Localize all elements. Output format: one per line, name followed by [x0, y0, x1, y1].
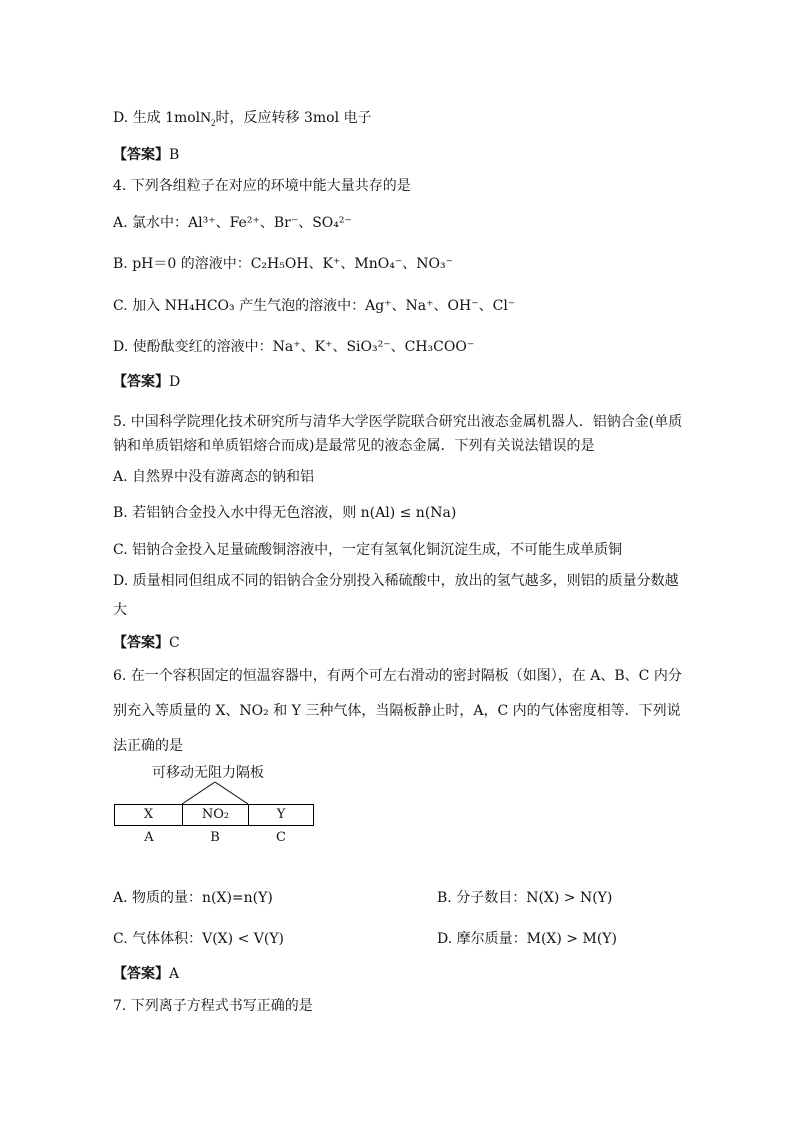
- partition-pointer-lines: [112, 760, 322, 810]
- q5-option-b: B. 若铝钠合金投入水中得无色溶液，则 n(Al) ≤ n(Na): [113, 505, 457, 521]
- container-cell-b: NO₂: [182, 804, 249, 826]
- q4-option-a: A. 氯水中：Al³⁺、Fe²⁺、Br⁻、SO₄²⁻: [113, 215, 352, 231]
- answer-value: A: [169, 966, 180, 982]
- q5-option-d-line2: 大: [113, 602, 127, 618]
- q6-option-a: A. 物质的量：n(X)=n(Y): [113, 890, 273, 906]
- container-cell-c: Y: [248, 804, 314, 826]
- q6-answer: [113, 964, 179, 984]
- q3-option-d: [113, 108, 372, 128]
- q5-stem-line2: 钠和单质铝熔和单质铝熔合而成)是最常见的液态金属．下列有关说法错误的是: [113, 438, 595, 454]
- q5-option-a: A. 自然界中没有游离态的钠和铝: [113, 469, 315, 485]
- answer-value: B: [169, 147, 180, 163]
- q4-answer: [113, 372, 180, 392]
- label-c: C: [276, 830, 286, 845]
- q5-option-d-line1: D. 质量相同但组成不同的铝钠合金分别投入稀硫酸中，放出的氢气越多，则铝的质量分数越: [113, 573, 679, 589]
- q6-option-d: D. 摩尔质量：M(X) > M(Y): [437, 931, 617, 947]
- q6-stem-line1: 6. 在一个容积固定的恒温容器中，有两个可左右滑动的密封隔板（如图），在 A、B、C 内分: [113, 668, 682, 684]
- answer-label: 【答案】: [113, 966, 169, 982]
- answer-label: 【答案】: [113, 374, 169, 390]
- q6-stem-line3: 法正确的是: [113, 738, 183, 754]
- answer-label: 【答案】: [113, 147, 169, 163]
- container-cell-a: X: [114, 804, 183, 826]
- q4-stem: 4. 下列各组粒子在对应的环境中能大量共存的是: [113, 178, 411, 194]
- q4-option-b: B. pH＝0 的溶液中：C₂H₅OH、K⁺、MnO₄⁻、NO₃⁻: [113, 256, 453, 272]
- q5-answer: [113, 633, 180, 653]
- partition-diagram: [112, 760, 322, 850]
- n2-formula: $N_2$: [200, 110, 216, 128]
- q6-option-b: B. 分子数目：N(X) > N(Y): [437, 890, 613, 906]
- q3-answer: [113, 145, 179, 165]
- q6-option-c: C. 气体体积：V(X) < V(Y): [113, 931, 285, 947]
- q3-option-d-text: D. 生成 1mol: [113, 110, 201, 126]
- answer-label: 【答案】: [113, 635, 169, 651]
- q4-option-d: D. 使酚酞变红的溶液中：Na⁺、K⁺、SiO₃²⁻、CH₃COO⁻: [113, 339, 475, 355]
- diagram-caption: 可移动无阻力隔板: [152, 765, 264, 781]
- q4-option-c: C. 加入 NH₄HCO₃ 产生气泡的溶液中：Ag⁺、Na⁺、OH⁻、Cl⁻: [113, 298, 516, 314]
- answer-value: C: [169, 635, 180, 651]
- q3-option-d-rest: 时，反应转移 3mol 电子: [215, 110, 372, 126]
- answer-value: D: [169, 374, 181, 390]
- q5-stem-line1: 5. 中国科学院理化技术研究所与清华大学医学院联合研究出液态金属机器人．铝钠合金(单质: [113, 414, 683, 430]
- label-b: B: [210, 830, 220, 845]
- label-a: A: [144, 830, 154, 845]
- q6-stem-line2: 别充入等质量的 X、NO₂ 和 Y 三种气体，当隔板静止时，A，C 内的气体密度相等．下列说: [113, 703, 681, 719]
- q5-option-c: C. 铝钠合金投入足量硫酸铜溶液中，一定有氢氧化铜沉淀生成，不可能生成单质铜: [113, 542, 623, 558]
- q7-stem: 7. 下列离子方程式书写正确的是: [113, 998, 313, 1014]
